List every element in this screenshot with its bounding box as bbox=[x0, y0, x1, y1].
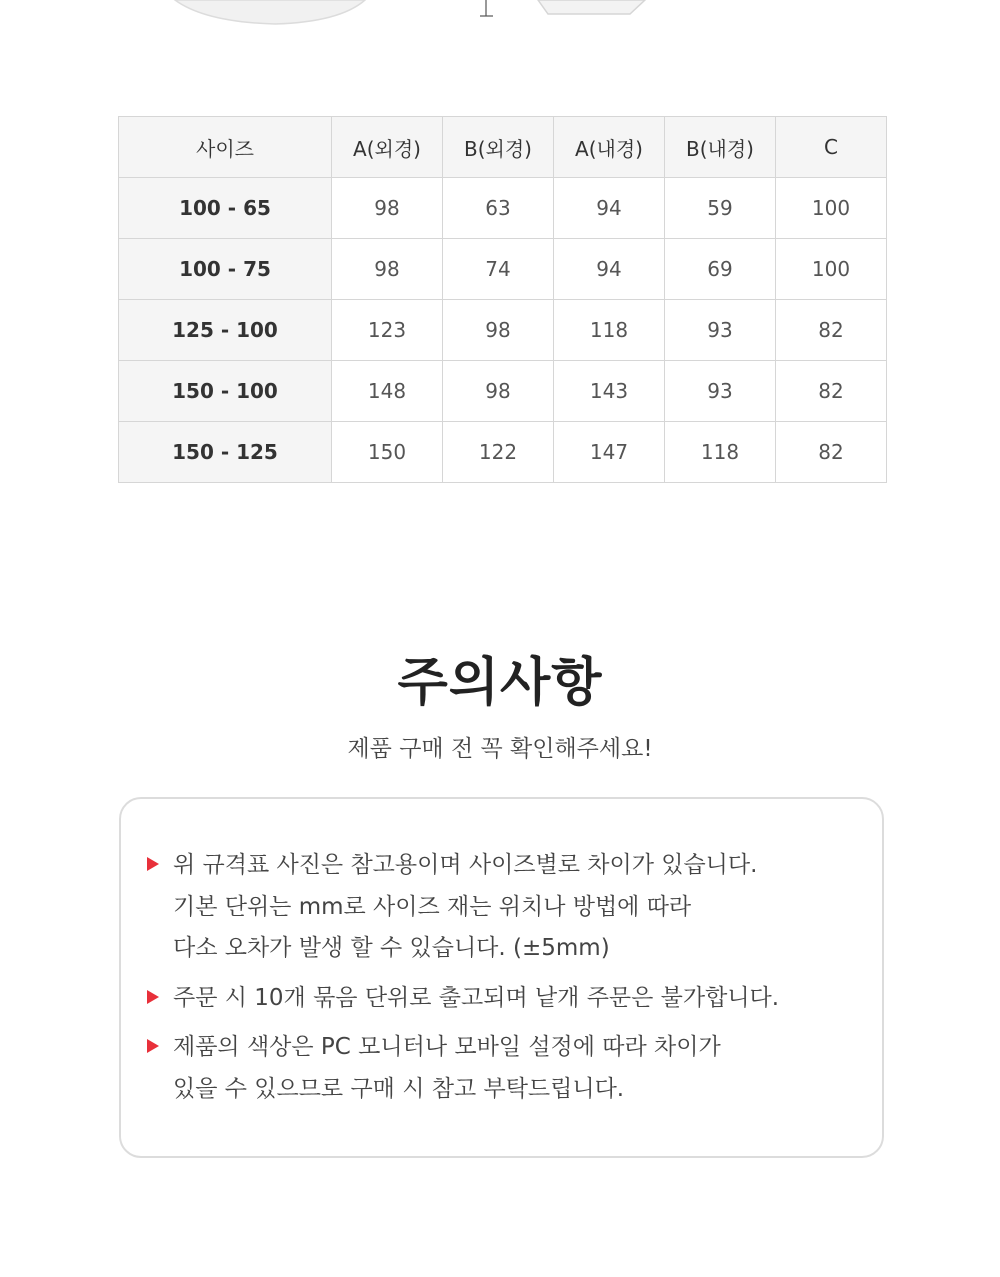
notice-item bbox=[147, 1027, 867, 1110]
table-cell: 82 bbox=[776, 361, 887, 422]
table-cell: 150 bbox=[332, 422, 443, 483]
table-cell: 98 bbox=[443, 361, 554, 422]
table-cell: 93 bbox=[665, 361, 776, 422]
table-cell: 94 bbox=[554, 178, 665, 239]
notice-line: 있을 수 있으므로 구매 시 참고 부탁드립니다. bbox=[173, 1075, 625, 1102]
notice-item bbox=[147, 978, 867, 1020]
size-spec-table bbox=[118, 116, 887, 483]
triangle-bullet-icon bbox=[147, 990, 159, 1004]
header-a-outer: A(외경) bbox=[332, 117, 443, 178]
size-cell: 150 - 100 bbox=[119, 361, 332, 422]
size-cell: 125 - 100 bbox=[119, 300, 332, 361]
table-cell: 94 bbox=[554, 239, 665, 300]
triangle-bullet-icon bbox=[147, 1039, 159, 1053]
notice-line: 위 규격표 사진은 참고용이며 사이즈별로 차이가 있습니다. bbox=[173, 852, 758, 878]
notice-line: 기본 단위는 mm로 사이즈 재는 위치나 방법에 따라 bbox=[173, 893, 692, 920]
notice-line: 주문 시 10개 묶음 단위로 출고되며 낱개 주문은 불가합니다. bbox=[173, 984, 780, 1011]
table-cell: 63 bbox=[443, 178, 554, 239]
table-row bbox=[119, 422, 887, 483]
table-cell: 98 bbox=[332, 239, 443, 300]
table-row bbox=[119, 361, 887, 422]
header-size: 사이즈 bbox=[119, 117, 332, 178]
product-image-fragment bbox=[0, 0, 1000, 30]
table-cell: 98 bbox=[443, 300, 554, 361]
header-b-outer: B(외경) bbox=[443, 117, 554, 178]
table-row bbox=[119, 300, 887, 361]
size-cell: 100 - 75 bbox=[119, 239, 332, 300]
table-cell: 82 bbox=[776, 422, 887, 483]
table-cell: 123 bbox=[332, 300, 443, 361]
size-cell: 150 - 125 bbox=[119, 422, 332, 483]
table-cell: 143 bbox=[554, 361, 665, 422]
table-cell: 118 bbox=[554, 300, 665, 361]
notice-item bbox=[147, 845, 867, 970]
notice-line: 제품의 색상은 PC 모니터나 모바일 설정에 따라 차이가 bbox=[173, 1034, 721, 1060]
table-row bbox=[119, 178, 887, 239]
header-b-inner: B(내경) bbox=[665, 117, 776, 178]
table-cell: 93 bbox=[665, 300, 776, 361]
table-cell: 82 bbox=[776, 300, 887, 361]
table-cell: 147 bbox=[554, 422, 665, 483]
notice-box bbox=[119, 797, 884, 1158]
header-a-inner: A(내경) bbox=[554, 117, 665, 178]
table-cell: 100 bbox=[776, 178, 887, 239]
table-cell: 118 bbox=[665, 422, 776, 483]
header-c: C bbox=[776, 117, 887, 178]
table-cell: 74 bbox=[443, 239, 554, 300]
table-row bbox=[119, 239, 887, 300]
table-header-row bbox=[119, 117, 887, 178]
table-cell: 59 bbox=[665, 178, 776, 239]
table-cell: 122 bbox=[443, 422, 554, 483]
table-cell: 100 bbox=[776, 239, 887, 300]
table-cell: 98 bbox=[332, 178, 443, 239]
notice-subtitle: 제품 구매 전 꼭 확인해주세요! bbox=[347, 736, 653, 762]
size-cell: 100 - 65 bbox=[119, 178, 332, 239]
notice-list bbox=[147, 845, 867, 1118]
table-cell: 69 bbox=[665, 239, 776, 300]
table-cell: 148 bbox=[332, 361, 443, 422]
notice-title: 주의사항 bbox=[397, 653, 603, 713]
notice-line: 다소 오차가 발생 할 수 있습니다. (±5mm) bbox=[173, 935, 610, 961]
triangle-bullet-icon bbox=[147, 857, 159, 871]
